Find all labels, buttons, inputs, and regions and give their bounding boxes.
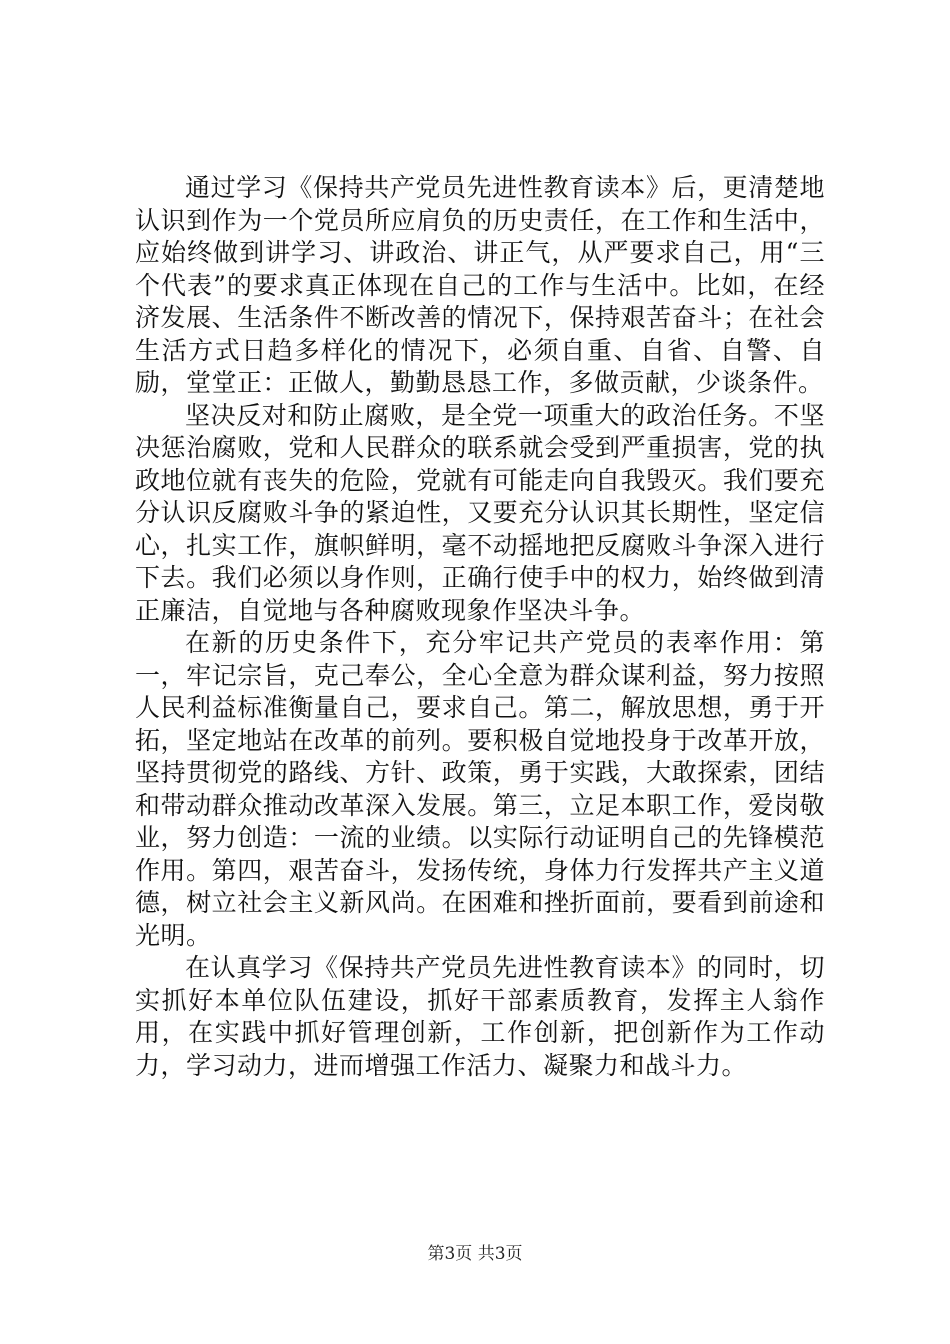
paragraph-exemplary-role: 在新的历史条件下，充分牢记共产党员的表率作用：第一，牢记宗旨，克己奉公，全心全意为群众谋利益，努力按照人民利益标准衡量自己，要求自己。第二，解放思想，勇于开拓，坚定地站在改革的前列。要积极自觉地投身于改革开放，坚持贯彻党的路线、方针、政策，勇于实践，大敢探索，团结和带动群众推动改革深入发展。第三，立足本职工作，爱岗敬业，努力创造：一流的业绩。以实际行动证明自己的先锋模范作用。第四，艰苦奋斗，发扬传统，身体力行发挥共产主义道德，树立社会主义新风尚。在困难和挫折面前，要看到前途和光明。 <box>135 628 825 950</box>
paragraph-anti-corruption: 坚决反对和防止腐败，是全党一项重大的政治任务。不坚决惩治腐败，党和人民群众的联系就会受到严重损害，党的执政地位就有丧失的危险，党就有可能走向自我毁灭。我们要充分认识反腐败斗争的紧迫性，又要充分认识其长期性，坚定信心，扎实工作，旗帜鲜明，毫不动摇地把反腐败斗争深入进行下去。我们必须以身作则，正确行使手中的权力，始终做到清正廉洁，自觉地与各种腐败现象作坚决斗争。 <box>135 400 825 625</box>
paragraph-team-building: 在认真学习《保持共产党员先进性教育读本》的同时，切实抓好本单位队伍建设，抓好干部素质教育，发挥主人翁作用，在实践中抓好管理创新，工作创新，把创新作为工作动力，学习动力，进而增强工作活力、凝聚力和战斗力。 <box>135 953 825 1080</box>
page-number-footer: 第3页 共3页 <box>427 1244 523 1264</box>
paragraph-study-reader: 通过学习《保持共产党员先进性教育读本》后，更清楚地认识到作为一个党员所应肩负的历史责任，在工作和生活中，应始终做到讲学习、讲政治、讲正气，从严要求自己，用“三个代表”的要求真正体现在自己的工作与生活中。比如，在经济发展、生活条件不断改善的情况下，保持艰苦奋斗；在社会生活方式日趋多样化的情况下，必须自重、自省、自警、自励，堂堂正：正做人，勤勤恳恳工作，多做贡献，少谈条件。 <box>135 173 825 397</box>
document-body <box>135 172 825 1082</box>
